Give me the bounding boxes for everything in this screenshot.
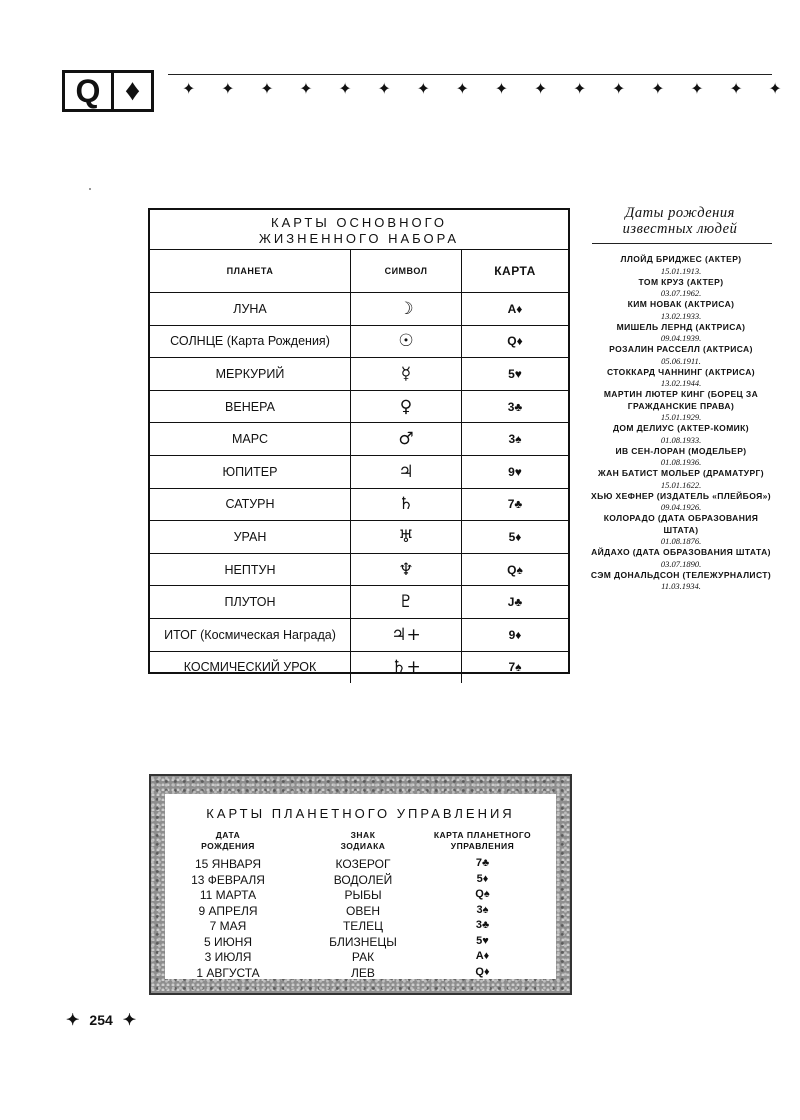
planet-name: СОЛНЦЕ (Карта Рождения) xyxy=(150,326,351,358)
planet-name: МЕРКУРИЙ xyxy=(150,358,351,390)
life-spread-table xyxy=(148,208,570,678)
life-spread-row xyxy=(150,391,568,424)
ruling-card: 7♣ xyxy=(475,857,490,869)
planet-symbol-icon: ♀ xyxy=(351,391,462,423)
col-birthdate-line1: ДАТА xyxy=(215,830,241,840)
celebrity-birthdate: 03.07.1890. xyxy=(660,558,702,569)
header-diamond-icon: ✦ xyxy=(612,81,626,98)
celebrity-birthdate: 13.02.1933. xyxy=(660,310,702,321)
life-spread-title-line2: ЖИЗНЕННОГО НАБОРА xyxy=(258,231,460,246)
zodiac-sign: КОЗЕРОГ xyxy=(335,857,391,871)
header-diamond-icon: ✦ xyxy=(416,81,430,98)
planetary-ruling-row xyxy=(165,873,556,889)
planetary-ruling-row xyxy=(165,966,556,982)
footer-left-diamond-icon: ✦ xyxy=(66,1012,80,1029)
zodiac-sign: ЛЕВ xyxy=(351,965,375,980)
birth-date: 11 МАРТА xyxy=(199,888,257,902)
planetary-ruling-row xyxy=(165,904,556,920)
planet-card: Q♦ xyxy=(507,334,523,349)
header-diamond-icon: ✦ xyxy=(338,81,352,98)
planet-card: 5♥ xyxy=(508,366,522,381)
life-spread-row xyxy=(150,326,568,359)
life-spread-row xyxy=(150,489,568,522)
life-spread-body xyxy=(150,293,568,683)
footer-right-diamond-icon: ✦ xyxy=(122,1012,137,1029)
celebrity-birthdate: 13.02.1944. xyxy=(660,378,702,388)
famous-birthday-entry xyxy=(588,491,774,514)
life-spread-title xyxy=(150,210,568,250)
celebrity-name: АЙДАХО (ДАТА ОБРАЗОВАНИЯ ШТАТА) xyxy=(591,547,771,557)
birth-date: 15 ЯНВАРЯ xyxy=(194,857,262,871)
planet-symbol-icon: ☽ xyxy=(351,293,462,325)
planetary-ruling-rows xyxy=(165,857,556,981)
planet-card: 3♠ xyxy=(508,432,522,447)
col-birthdate-line2: РОЖДЕНИЯ xyxy=(201,841,255,851)
planet-name: ПЛУТОН xyxy=(150,586,351,618)
planet-symbol-icon: ♂ xyxy=(351,423,462,455)
col-symbol-header: СИМВОЛ xyxy=(351,250,462,292)
famous-birthday-entry xyxy=(588,344,774,367)
celebrity-birthdate: 15.01.1622. xyxy=(660,479,702,490)
planet-card: 5♦ xyxy=(508,529,522,544)
famous-birthday-entry xyxy=(588,570,774,593)
planet-symbol-icon: ♆ xyxy=(351,554,462,586)
page-number: 254 xyxy=(89,1012,113,1028)
famous-birthdays-list xyxy=(588,254,774,592)
famous-birthday-entry xyxy=(588,299,774,322)
col-birthdate-header xyxy=(183,830,273,852)
celebrity-name: МАРТИН ЛЮТЕР КИНГ (БОРЕЦ ЗА ГРАЖДАНСКИЕ ПРАВА) xyxy=(603,389,759,411)
life-spread-row xyxy=(150,554,568,587)
birth-date: 7 МАЯ xyxy=(209,919,247,933)
celebrity-birthdate: 05.06.1911. xyxy=(661,355,701,366)
life-spread-title-line1: КАРТЫ ОСНОВНОГО xyxy=(271,215,447,230)
ruling-card: 3♠ xyxy=(476,903,489,916)
celebrity-birthdate: 09.04.1926. xyxy=(660,502,702,512)
zodiac-sign: РАК xyxy=(351,950,375,964)
life-spread-row xyxy=(150,456,568,489)
famous-birthday-entry xyxy=(588,389,774,423)
planet-name: САТУРН xyxy=(150,489,351,521)
celebrity-name: ХЬЮ ХЕФНЕР (ИЗДАТЕЛЬ «ПЛЕЙБОЯ») xyxy=(591,490,771,501)
header-diamond-icon: ✦ xyxy=(221,81,235,98)
header-diamond-icon: ✦ xyxy=(299,81,313,98)
ruling-card: 3♣ xyxy=(475,919,490,931)
print-speck xyxy=(89,188,91,190)
life-spread-row xyxy=(150,423,568,456)
planet-symbol-icon: ♄+ xyxy=(351,652,462,684)
celebrity-name: КОЛОРАДО (ДАТА ОБРАЗОВАНИЯ ШТАТА) xyxy=(603,513,759,535)
celebrity-name: ЛЛОЙД БРИДЖЕС (АКТЕР) xyxy=(620,254,742,264)
planet-card: 7♠ xyxy=(508,660,522,675)
ruling-card: Q♠ xyxy=(475,888,490,900)
planetary-ruling-row xyxy=(165,919,556,935)
famous-birthday-entry xyxy=(588,277,774,300)
header-diamond-icon: ✦ xyxy=(572,81,587,98)
header-diamond-icon: ✦ xyxy=(533,81,548,98)
planetary-ruling-row xyxy=(165,857,556,873)
ruling-card: A♦ xyxy=(475,950,490,962)
celebrity-name: МИШЕЛЬ ЛЕРНД (АКТРИСА) xyxy=(616,321,746,332)
famous-birthday-entry xyxy=(588,367,774,390)
planet-symbol-icon: ☿ xyxy=(351,358,462,390)
birth-date: 13 ФЕВРАЛЯ xyxy=(191,872,265,887)
planetary-ruling-box xyxy=(149,774,572,995)
celebrity-birthdate: 15.01.1929. xyxy=(660,412,702,422)
celebrity-name: ТОМ КРУЗ (АКТЕР) xyxy=(638,276,724,287)
sidebar-rule xyxy=(592,243,772,244)
famous-birthday-entry xyxy=(588,468,774,491)
celebrity-name: ЖАН БАТИСТ МОЛЬЕР (ДРАМАТУРГ) xyxy=(598,468,764,478)
ruling-card: 5♥ xyxy=(476,934,489,947)
planet-card: 3♣ xyxy=(507,399,523,414)
planetary-ruling-row xyxy=(165,935,556,951)
planetary-ruling-row xyxy=(165,950,556,966)
planetary-ruling-row xyxy=(165,888,556,904)
col-zodiac-header xyxy=(317,830,409,852)
planet-symbol-icon: ♃ xyxy=(351,456,462,488)
zodiac-sign: РЫБЫ xyxy=(344,888,382,902)
planet-name: КОСМИЧЕСКИЙ УРОК xyxy=(150,652,351,684)
planet-name: МАРС xyxy=(150,423,351,455)
planet-symbol-icon: ♅ xyxy=(351,521,462,553)
life-spread-row xyxy=(150,652,568,684)
diamond-suit-icon: ♦ xyxy=(124,74,141,107)
famous-birthday-entry xyxy=(588,254,774,277)
header-diamond-icon: ✦ xyxy=(182,81,196,98)
planet-card: Q♠ xyxy=(507,562,523,577)
header-diamond-icon: ✦ xyxy=(494,81,509,98)
celebrity-name: РОЗАЛИН РАССЕЛЛ (АКТРИСА) xyxy=(609,344,753,354)
planet-symbol-icon: ♄ xyxy=(351,489,462,521)
zodiac-sign: ОВЕН xyxy=(345,903,380,918)
famous-birthdays-title-line2: известных людей xyxy=(622,221,738,237)
header-rule xyxy=(168,74,772,75)
planet-symbol-icon: ♃+ xyxy=(351,619,462,651)
col-planet-header: ПЛАНЕТА xyxy=(150,250,351,292)
planet-card: 9♦ xyxy=(508,627,522,642)
famous-birthday-entry xyxy=(588,322,774,345)
life-spread-header-row xyxy=(150,250,568,293)
planet-symbol-icon: ☉ xyxy=(351,326,462,358)
celebrity-birthdate: 15.01.1913. xyxy=(660,265,702,276)
zodiac-sign: ТЕЛЕЦ xyxy=(342,919,384,933)
life-spread-row xyxy=(150,358,568,391)
famous-birthdays-title xyxy=(590,205,770,237)
celebrity-birthdate: 03.07.1962. xyxy=(660,288,702,298)
planetary-ruling-panel xyxy=(165,794,556,979)
header-diamond-icon: ✦ xyxy=(455,81,470,98)
life-spread-row xyxy=(150,293,568,326)
header-diamond-icon: ✦ xyxy=(260,81,274,98)
celebrity-name: ДОМ ДЕЛИУС (АКТЕР-КОМИК) xyxy=(612,423,750,433)
life-spread-row xyxy=(150,521,568,554)
celebrity-birthdate: 01.08.1933. xyxy=(660,434,702,445)
birth-date: 1 АВГУСТА xyxy=(196,965,260,980)
famous-birthdays-title-line1: Даты рождения xyxy=(625,205,735,221)
page-footer xyxy=(66,1010,136,1030)
col-zodiac-line1: ЗНАК xyxy=(350,830,376,840)
col-ruling-card-line2: УПРАВЛЕНИЯ xyxy=(450,841,515,851)
planetary-ruling-title: КАРТЫ ПЛАНЕТНОГО УПРАВЛЕНИЯ xyxy=(206,806,515,821)
card-rank: Q xyxy=(65,73,114,109)
col-card-header: КАРТА xyxy=(494,264,536,278)
planet-card: 9♥ xyxy=(508,464,522,479)
header-diamond-icon: ✦ xyxy=(729,81,743,98)
header-diamond-icon: ✦ xyxy=(690,81,704,98)
planet-name: УРАН xyxy=(150,521,351,553)
header-diamond-icon: ✦ xyxy=(768,81,782,98)
celebrity-name: ИВ СЕН-ЛОРАН (МОДЕЛЬЕР) xyxy=(615,445,747,456)
zodiac-sign: ВОДОЛЕЙ xyxy=(333,872,393,887)
col-ruling-card-line1: КАРТА ПЛАНЕТНОГО xyxy=(433,830,532,840)
birth-date: 3 ИЮЛЯ xyxy=(204,950,252,964)
celebrity-name: СТОККАРД ЧАННИНГ (АКТРИСА) xyxy=(606,366,756,377)
header-diamond-icon: ✦ xyxy=(377,81,391,98)
famous-birthday-entry xyxy=(588,423,774,446)
ruling-card: Q♦ xyxy=(475,965,490,978)
birth-date: 5 ИЮНЯ xyxy=(203,934,253,949)
planet-card: A♦ xyxy=(507,301,523,316)
planet-card: J♣ xyxy=(507,595,523,610)
famous-birthday-entry xyxy=(588,446,774,469)
header-diamond-row xyxy=(182,80,782,100)
col-ruling-card-header xyxy=(420,830,545,852)
life-spread-row xyxy=(150,586,568,619)
celebrity-name: КИМ НОВАК (АКТРИСА) xyxy=(627,299,735,309)
planet-name: ИТОГ (Космическая Награда) xyxy=(150,619,351,651)
celebrity-birthdate: 01.08.1876. xyxy=(660,536,702,546)
zodiac-sign: БЛИЗНЕЦЫ xyxy=(329,934,397,949)
card-badge xyxy=(62,70,154,112)
celebrity-birthdate: 09.04.1939. xyxy=(660,333,702,343)
birth-date: 9 АПРЕЛЯ xyxy=(198,903,258,918)
planet-symbol-icon: ♇ xyxy=(351,586,462,618)
header-diamond-icon: ✦ xyxy=(651,81,665,98)
ruling-card: 5♦ xyxy=(476,872,489,885)
planet-name: НЕПТУН xyxy=(150,554,351,586)
planet-name: ЛУНА xyxy=(150,293,351,325)
celebrity-birthdate: 01.08.1936. xyxy=(660,457,702,467)
planet-card: 7♣ xyxy=(507,497,523,512)
celebrity-name: СЭМ ДОНАЛЬДСОН (ТЕЛЕЖУРНАЛИСТ) xyxy=(590,569,772,580)
col-zodiac-line2: ЗОДИАКА xyxy=(340,841,386,851)
famous-birthday-entry xyxy=(588,513,774,547)
planet-name: ЮПИТЕР xyxy=(150,456,351,488)
planet-name: ВЕНЕРА xyxy=(150,391,351,423)
life-spread-row xyxy=(150,619,568,652)
celebrity-birthdate: 11.03.1934. xyxy=(661,581,701,591)
famous-birthday-entry xyxy=(588,547,774,570)
